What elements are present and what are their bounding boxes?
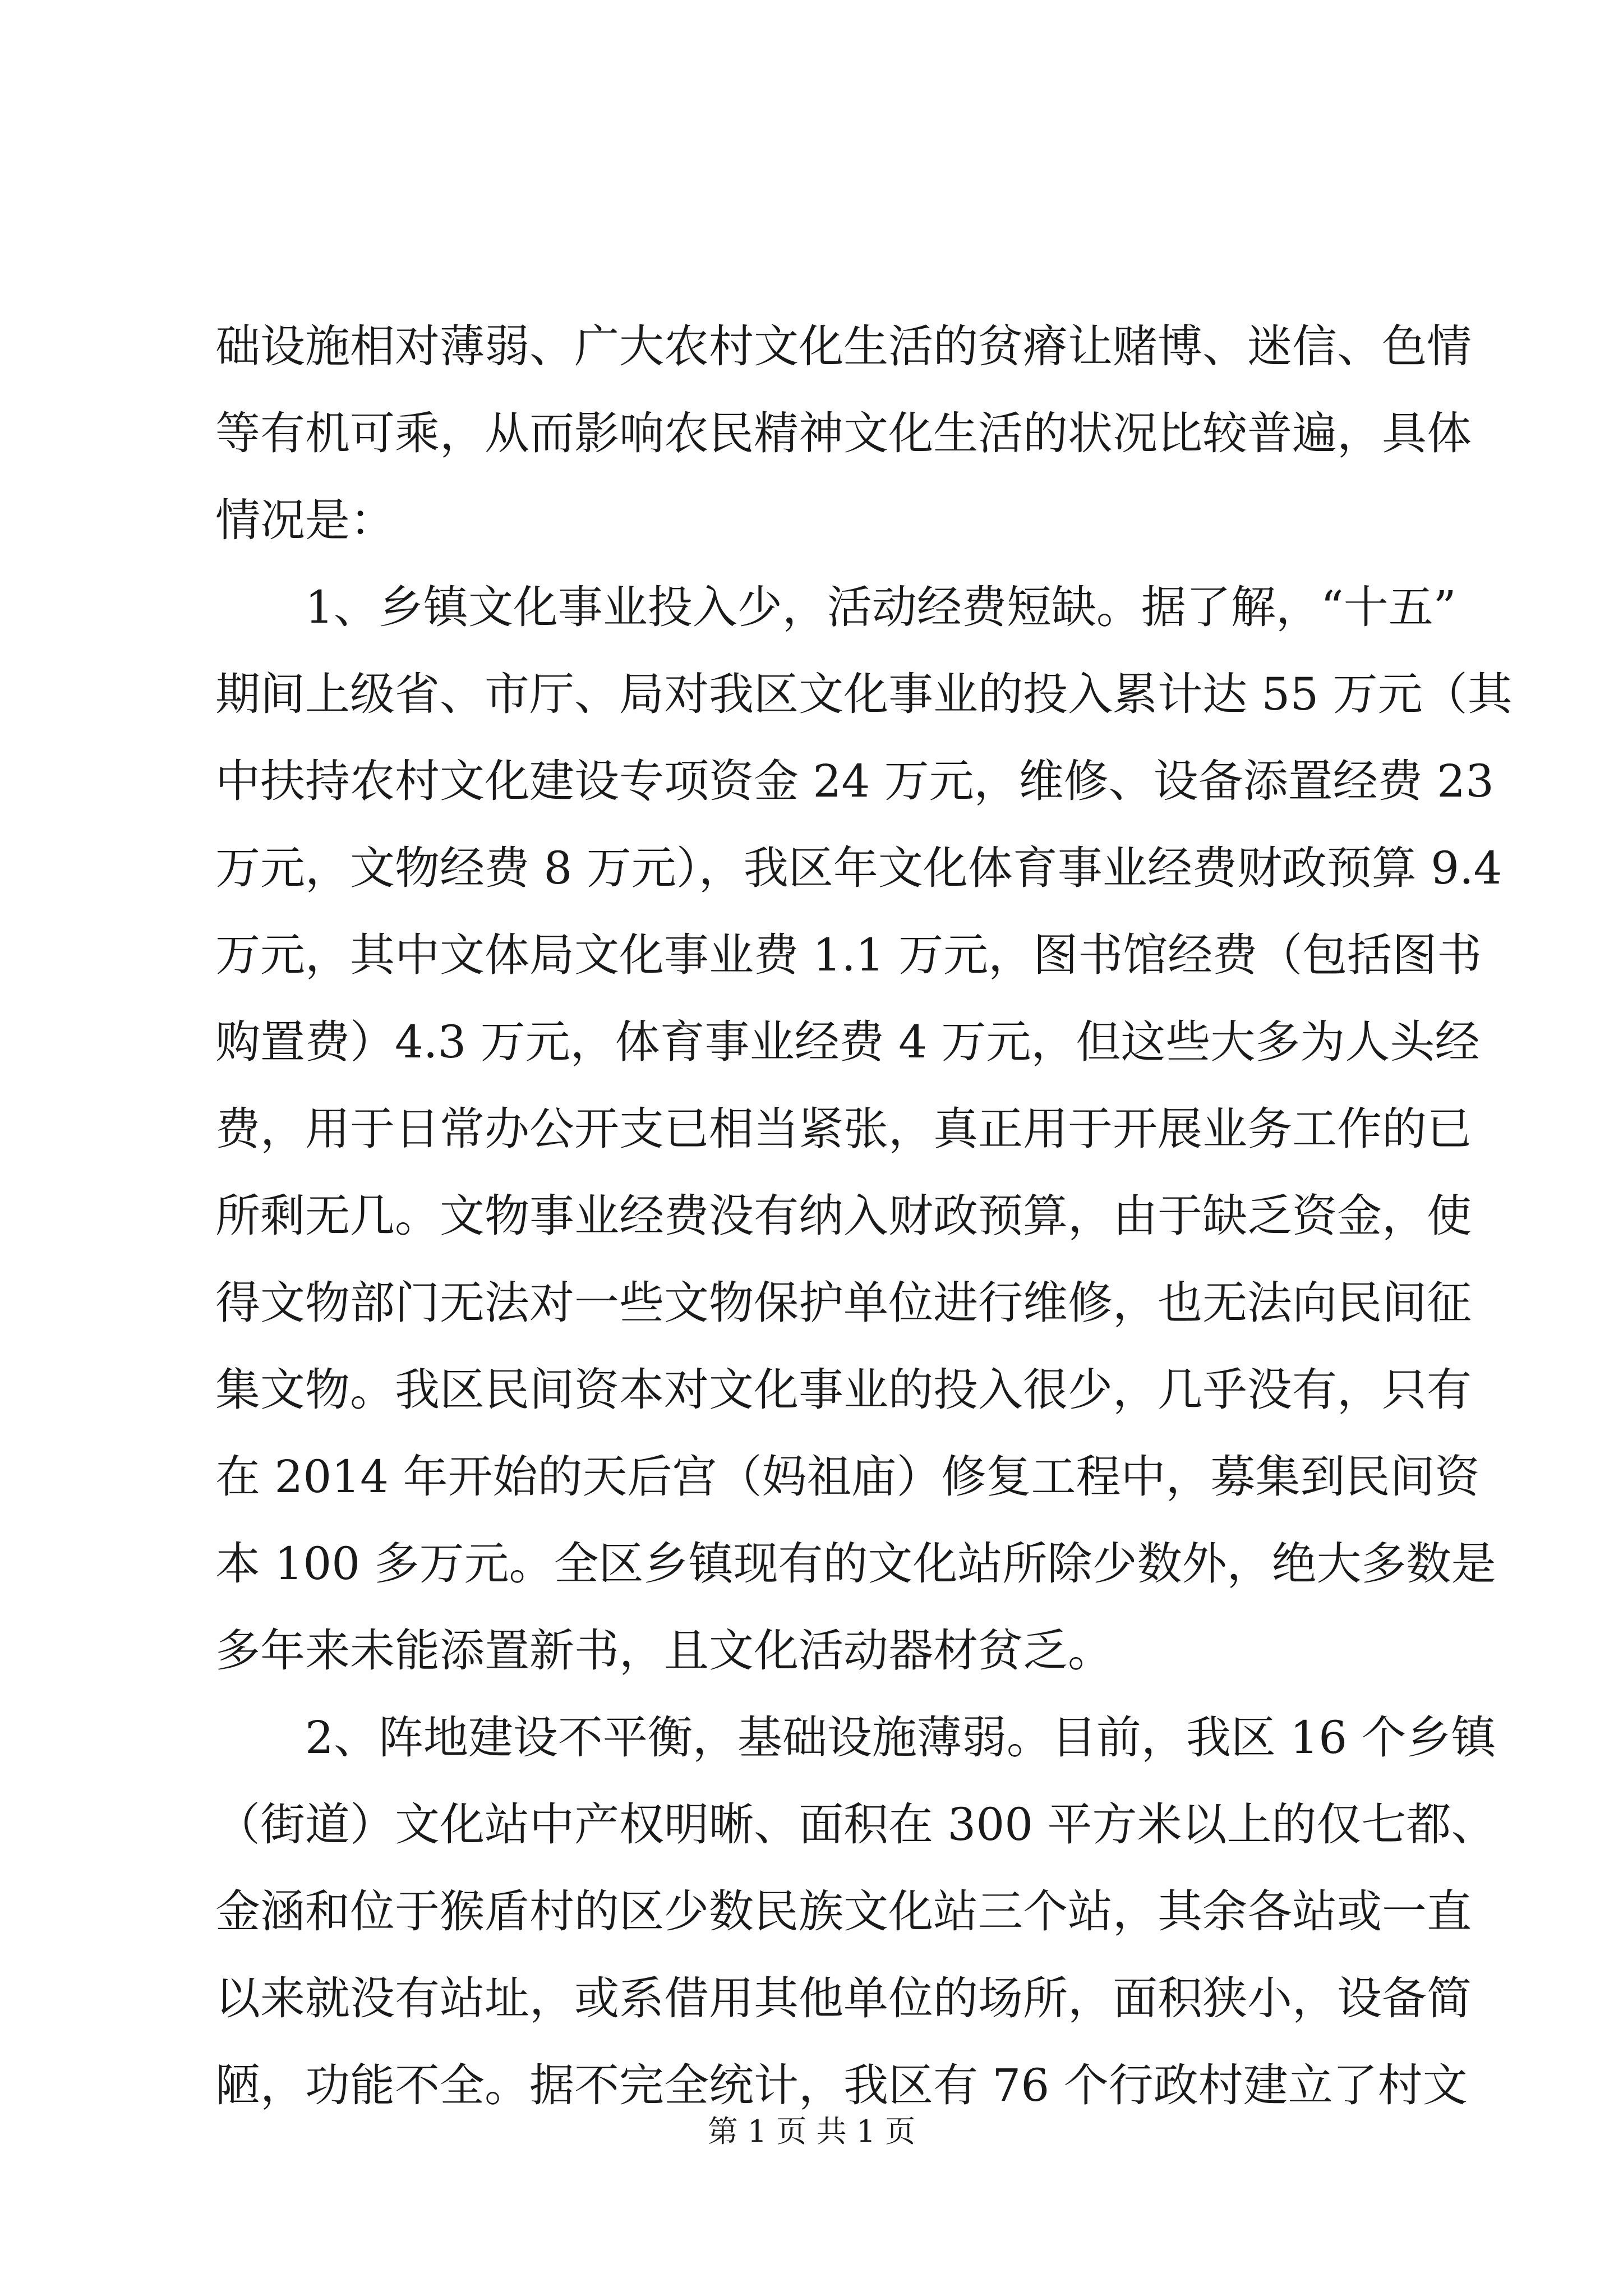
text-line: 中扶持农村文化建设专项资金 24 万元，维修、设备添置经费 23	[215, 755, 1494, 807]
text-line: 万元，其中文体局文化事业费 1.1 万元，图书馆经费（包括图书	[215, 929, 1482, 981]
text-line: 陋，功能不全。据不完全统计，我区有 76 个行政村建立了村文	[215, 2059, 1468, 2111]
text-line: （街道）文化站中产权明晰、面积在 300 平方米以上的仅七都、	[215, 1798, 1496, 1851]
paragraph-1-start: 1、乡镇文化事业投入少，活动经费短缺。据了解，“十五”	[305, 581, 1456, 633]
paragraph-2-start: 2、阵地建设不平衡，基础设施薄弱。目前，我区 16 个乡镇	[305, 1711, 1496, 1764]
text-line: 情况是：	[215, 494, 395, 546]
text-line: 集文物。我区民间资本对文化事业的投入很少，几乎没有，只有	[215, 1364, 1472, 1416]
text-line: 得文物部门无法对一些文物保护单位进行维修，也无法向民间征	[215, 1277, 1472, 1329]
text-line: 购置费）4.3 万元，体育事业经费 4 万元，但这些大多为人头经	[215, 1016, 1480, 1068]
text-line: 金涵和位于猴盾村的区少数民族文化站三个站，其余各站或一直	[215, 1885, 1472, 1938]
body-text	[215, 303, 1513, 2129]
text-line: 本 100 多万元。全区乡镇现有的文化站所除少数外，绝大多数是	[215, 1538, 1496, 1590]
text-line: 期间上级省、市厅、局对我区文化事业的投入累计达 55 万元（其	[215, 668, 1513, 720]
text-line: 多年来未能添置新书，且文化活动器材贫乏。	[215, 1625, 1113, 1677]
text-line: 以来就没有站址，或系借用其他单位的场所，面积狭小，设备简	[215, 1972, 1472, 2024]
text-line: 等有机可乘，从而影响农民精神文化生活的状况比较普遍，具体	[215, 407, 1472, 459]
text-line: 础设施相对薄弱、广大农村文化生活的贫瘠让赌博、迷信、色情	[215, 320, 1472, 372]
text-line: 在 2014 年开始的天后宫（妈祖庙）修复工程中，募集到民间资	[215, 1451, 1480, 1503]
text-line: 万元，文物经费 8 万元），我区年文化体育事业经费财政预算 9.4	[215, 842, 1502, 894]
text-line: 费，用于日常办公开支已相当紧张，真正用于开展业务工作的已	[215, 1103, 1472, 1155]
page-footer	[0, 2112, 1623, 2151]
text-line: 所剩无几。文物事业经费没有纳入财政预算，由于缺乏资金，使	[215, 1190, 1472, 1242]
page-number-label: 第 1 页 共 1 页	[707, 2114, 916, 2149]
